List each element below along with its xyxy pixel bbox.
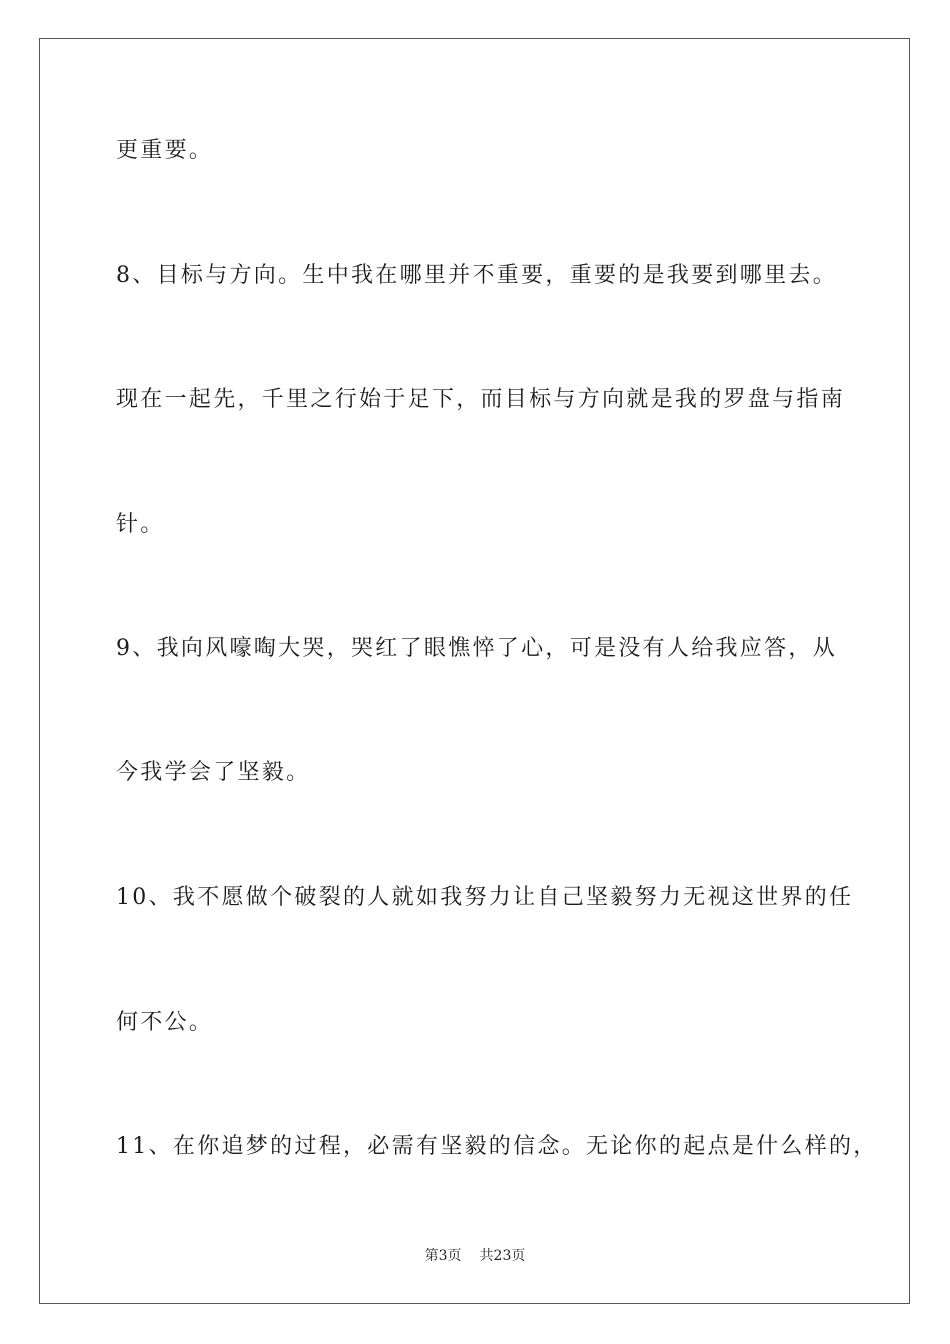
text-line-9: 11、在你追梦的过程，必需有坚毅的信念。无论你的起点是什么样的，: [116, 1134, 878, 1159]
text-line-3: 现在一起先，千里之行始于足下，而目标与方向就是我的罗盘与指南: [116, 387, 846, 412]
text-line-7: 10、我不愿做个破裂的人就如我努力让自己坚毅努力无视这世界的任: [116, 885, 854, 910]
text-line-2: 8、目标与方向。生中我在哪里并不重要，重要的是我要到哪里去。: [116, 263, 837, 288]
page-footer: [0, 1247, 950, 1265]
text-line-4: 针。: [116, 512, 165, 537]
text-line-5: 9、我向风嚎啕大哭，哭红了眼憔悴了心，可是没有人给我应答，从: [116, 636, 837, 661]
page-number: 第3页: [424, 1248, 462, 1264]
text-line-6: 今我学会了坚毅。: [116, 760, 311, 785]
text-line-1: 更重要。: [116, 138, 214, 163]
page-border: [39, 38, 910, 1304]
total-pages: 共23页: [479, 1248, 526, 1264]
text-line-8: 何不公。: [116, 1010, 214, 1035]
